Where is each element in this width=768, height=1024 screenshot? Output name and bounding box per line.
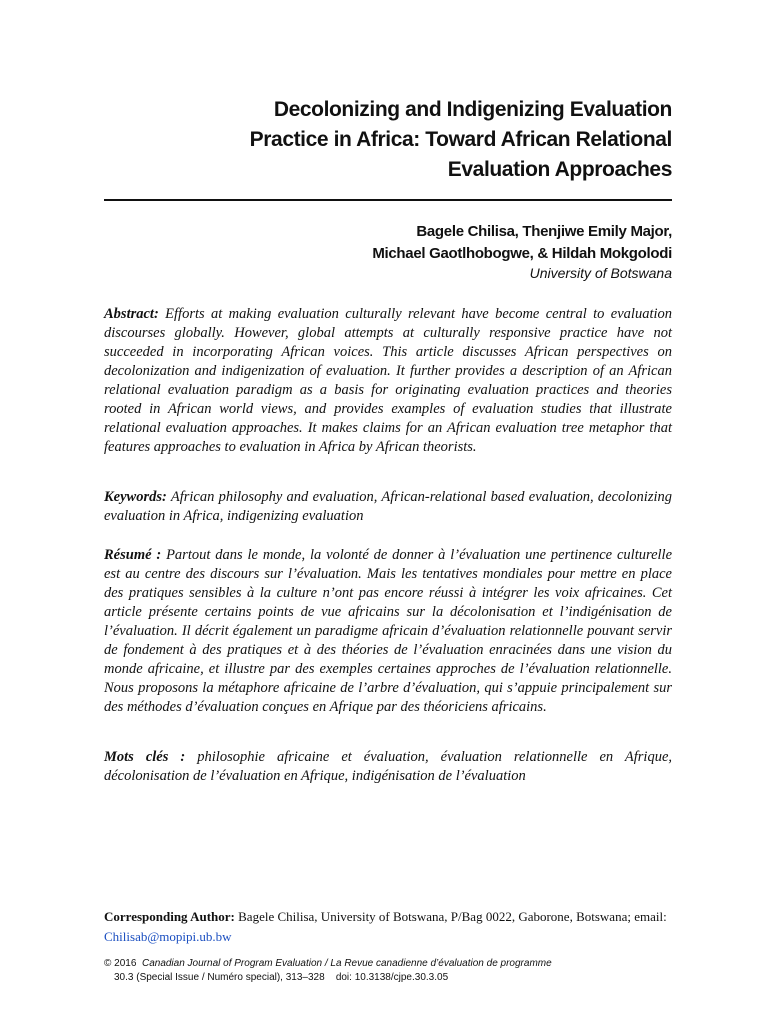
email-link[interactable]: Chilisab@mopipi.ub.bw bbox=[104, 929, 232, 944]
mots-cles bbox=[104, 748, 672, 786]
corresponding-label: Corresponding Author: bbox=[104, 909, 235, 924]
keywords-label: Keywords: bbox=[104, 489, 167, 505]
title-line-1: Decolonizing and Indigenizing Evaluation bbox=[273, 98, 672, 121]
abstract-text: Efforts at making evaluation culturally relevant have become central to evaluation discourses globally. However, global attempts at culturally responsive practice have not succeeded in incorporating African voices. This article discusses African perspectives on decolonization and indigenization of evaluation. It further provides a description of an African relational evaluation paradigm as a basis for originating evaluation practices and theories rooted in African world views, and provides examples of evaluation studies that illustrate relational evaluation approaches. It makes claims for an African evaluation tree metaphor that features approaches to evaluation in Africa by African theorists. bbox=[104, 306, 672, 455]
corresponding-author bbox=[104, 907, 672, 947]
resume-label: Résumé : bbox=[104, 547, 162, 563]
keywords-text: African philosophy and evaluation, African-relational based evaluation, decolonizing evaluation in Africa, indigenizing evaluation bbox=[104, 489, 672, 524]
copyright: © 2016 bbox=[104, 958, 137, 969]
footer-line-2 bbox=[104, 971, 672, 985]
authors-line-1: Bagele Chilisa, Thenjiwe Emily Major, bbox=[416, 223, 672, 240]
issue-info: 30.3 (Special Issue / Numéro special), 313–328 bbox=[114, 972, 325, 983]
doi: doi: 10.3138/cjpe.30.3.05 bbox=[335, 972, 449, 983]
footer-line-1 bbox=[104, 958, 552, 969]
corresponding-text: Bagele Chilisa, University of Botswana, P/Bag 0022, Gaborone, Botswana; email: bbox=[238, 909, 667, 924]
title-rule bbox=[104, 199, 672, 201]
mots-cles-text: philosophie africaine et évaluation, évaluation relationnelle en Afrique, décolonisation de l’évaluation en Afrique, indigénisation de l’évaluation bbox=[104, 749, 673, 784]
article-title bbox=[104, 95, 672, 185]
author-affiliation: University of Botswana bbox=[529, 265, 672, 281]
journal-name: Canadian Journal of Program Evaluation / La Revue canadienne d’évaluation de programme bbox=[141, 958, 552, 969]
resume bbox=[104, 546, 672, 717]
abstract-label: Abstract: bbox=[104, 306, 159, 322]
title-line-2: Practice in Africa: Toward African Relational bbox=[249, 128, 672, 151]
keywords bbox=[104, 488, 672, 526]
title-line-3: Evaluation Approaches bbox=[447, 158, 672, 181]
resume-text: Partout dans le monde, la volonté de donner à l’évaluation une pertinence culturelle est au centre des discours sur l’évaluation. Mais les tentatives mondiales pour mettre en place des pratiques sensibles à la culture n’ont pas encore réussi à intégrer les voix africaines. Cet article présente certains points de vue africains sur la décolonisation et l’indigénisation de l’évaluation. Il décrit également un paradigme africain d’évaluation relationnelle pouvant servir de fondement à des pratiques et à des théories de l’évaluation enracinées dans une vision du monde africaine, et illustre par des exemples certaines approches de l’évaluation relationnelle. Nous proposons la métaphore africaine de l’arbre d’évaluation, qui s’appuie principalement sur des méthodes d’évaluation conçues en Afrique par des théoriciens africains. bbox=[104, 547, 673, 715]
authors-line-2: Michael Gaotlhobogwe, & Hildah Mokgolodi bbox=[372, 245, 672, 262]
author-list bbox=[104, 221, 672, 265]
journal-footer bbox=[104, 957, 672, 985]
mots-cles-label: Mots clés : bbox=[104, 749, 186, 765]
abstract bbox=[104, 305, 672, 457]
